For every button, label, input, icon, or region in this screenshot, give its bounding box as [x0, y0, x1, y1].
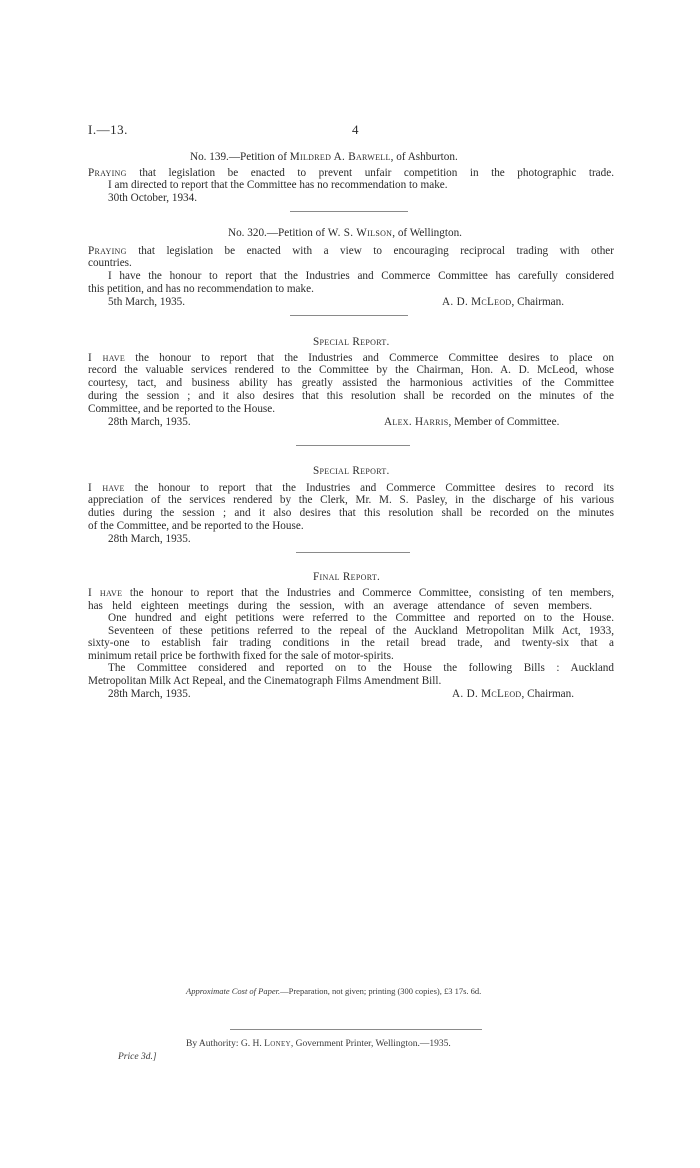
report-date: 28th March, 1935. — [108, 533, 191, 545]
report-text-line: has held eighteen meetings during the session, with an average attendance of seven members. — [88, 600, 592, 612]
price-label: Price 3d.] — [118, 1052, 157, 1062]
report-text-line: Committee, and be reported to the House. — [88, 403, 276, 415]
report-text-line: of the Committee, and be reported to the House. — [88, 520, 304, 532]
report-text-line: during the session ; and it also desires that this resolution shall be recorded on the minutes of the — [88, 390, 614, 402]
report-text-line: One hundred and eight petitions were referred to the Committee and reported on to the House. — [108, 612, 614, 624]
report-text-line: The Committee considered and reported on to the House the following Bills : Auckland — [108, 662, 614, 674]
signatory: A. D. McLeod, Chairman. — [452, 688, 575, 700]
page-number: 4 — [352, 122, 359, 137]
petition-text-line: countries. — [88, 257, 132, 269]
report-text-line: sixty-one to establish fair trading conditions in the retail bread trade, and twenty-six that a — [88, 637, 614, 649]
report-text-line: Seventeen of these petitions referred to the repeal of the Auckland Metropolitan Milk Act, 1933, — [108, 625, 614, 637]
report-text-line: I have the honour to report that the Industries and Commerce Committee, consisting of ten members, — [88, 587, 614, 599]
printer-authority: By Authority: G. H. Loney, Government Printer, Wellington.—1935. — [186, 1039, 451, 1049]
report-title: Special Report. — [313, 336, 390, 348]
report-title: Final Report. — [313, 571, 381, 583]
signatory: Alex. Harris, Member of Committee. — [384, 416, 560, 428]
report-date: 28th March, 1935. — [108, 416, 191, 428]
petition-prayer-line: Praying that legislation be enacted to prevent unfair competition in the photographic trade. — [88, 167, 614, 179]
cost-of-paper-note: Approximate Cost of Paper.—Preparation, not given; printing (300 copies), £3 17s. 6d. — [186, 986, 482, 996]
report-title: Special Report. — [313, 465, 390, 477]
doc-code: I.—13. — [88, 122, 128, 137]
report-text-line: minimum retail price be forthwith fixed for the sale of motor-spirits. — [88, 650, 394, 662]
section-divider — [290, 315, 408, 316]
report-date: 28th March, 1935. — [108, 688, 191, 700]
report-text-line: record the valuable services rendered to the Committee by the Chairman, Hon. A. D. McLeod, whose — [88, 364, 614, 376]
report-text-line: I have the honour to report that the Industries and Commerce Committee desires to record its — [88, 482, 614, 494]
report-text-line: I have the honour to report that the Industries and Commerce Committee desires to place on — [88, 352, 614, 364]
petition-date: 30th October, 1934. — [108, 192, 198, 204]
petition-heading: No. 139.—Petition of Mildred A. Barwell, of Ashburton. — [190, 151, 458, 163]
report-text-line: courtesy, tact, and business ability has greatly assisted the harmonious activities of the Committee — [88, 377, 614, 389]
petition-prayer-line: Praying that legislation be enacted with a view to encouraging reciprocal trading with other — [88, 245, 614, 257]
petition-text-line: this petition, and has no recommendation to make. — [88, 283, 314, 295]
footer-divider — [230, 1029, 482, 1030]
petition-date: 5th March, 1935. — [108, 296, 186, 308]
report-text-line: Metropolitan Milk Act Repeal, and the Cinematograph Films Amendment Bill. — [88, 675, 442, 687]
section-divider — [296, 445, 410, 446]
section-divider — [296, 552, 410, 553]
section-divider — [290, 211, 408, 212]
petition-report-line: I am directed to report that the Committee has no recommendation to make. — [108, 179, 448, 191]
report-text-line: appreciation of the services rendered by the Clerk, Mr. M. S. Pasley, in the discharge of his various — [88, 494, 614, 506]
report-text-line: duties during the session ; and it also desires that this resolution shall be recorded on the minutes — [88, 507, 614, 519]
petition-heading: No. 320.—Petition of W. S. Wilson, of Wellington. — [228, 227, 462, 239]
petition-report-line: I have the honour to report that the Industries and Commerce Committee has carefully considered — [108, 270, 614, 282]
signatory: A. D. McLeod, Chairman. — [442, 296, 565, 308]
